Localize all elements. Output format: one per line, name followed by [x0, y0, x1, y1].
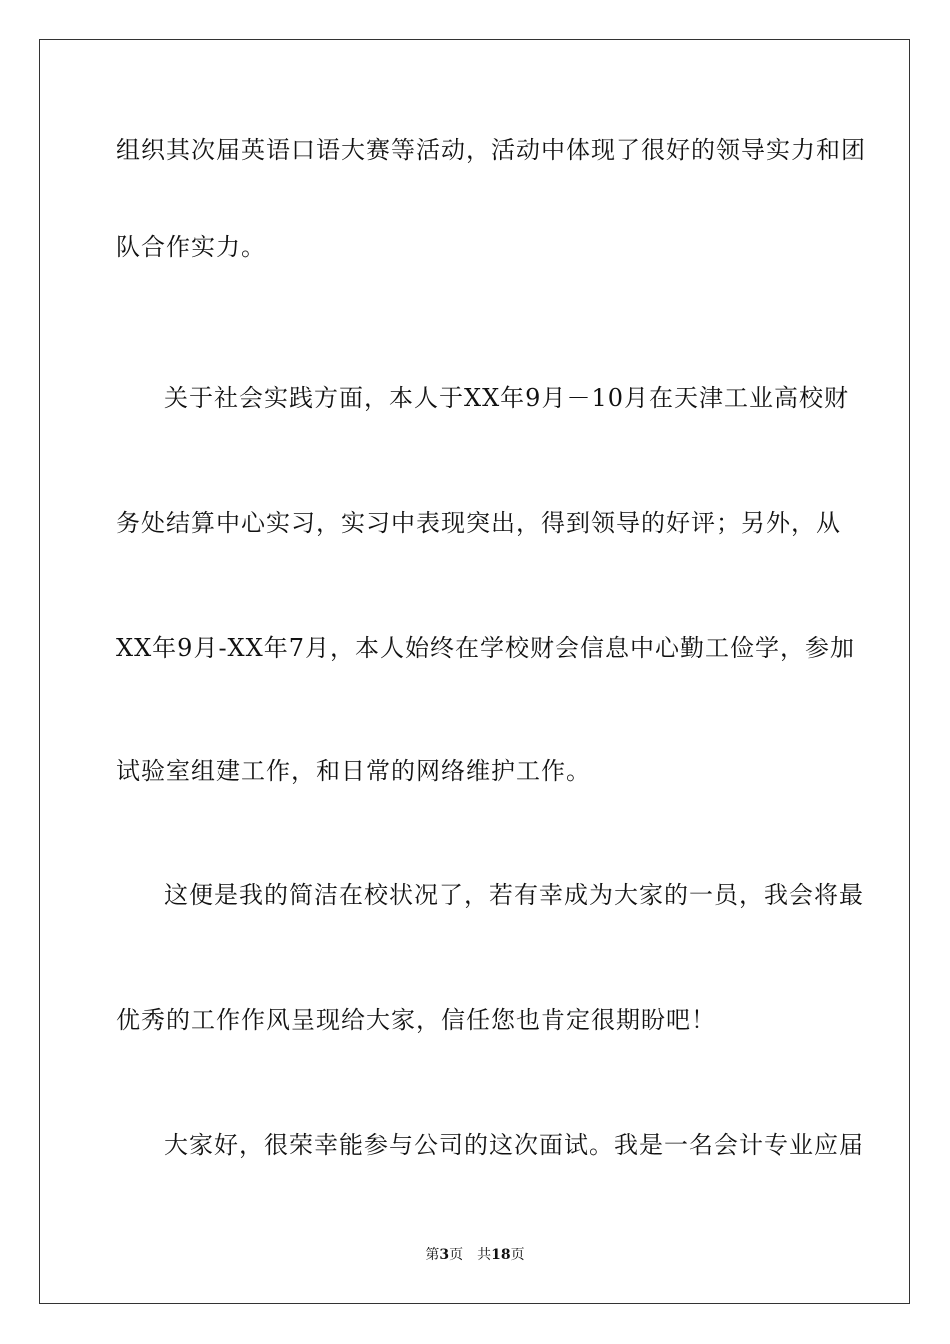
footer-total-number: 18: [491, 1247, 511, 1263]
body-line-2: 队合作实力。: [116, 233, 266, 261]
body-line-7: 这便是我的简洁在校状况了，若有幸成为大家的一员，我会将最: [164, 881, 864, 909]
body-line-4: 务处结算中心实习，实习中表现突出，得到领导的好评；另外，从: [116, 509, 841, 537]
footer-total-suffix: 页: [510, 1247, 525, 1263]
body-line-3: 关于社会实践方面，本人于XX年9月－10月在天津工业高校财: [164, 384, 849, 412]
page-footer: [0, 1246, 950, 1264]
body-line-6: 试验室组建工作，和日常的网络维护工作。: [116, 757, 591, 785]
page-border: [39, 39, 910, 1304]
footer-page-prefix: 第: [425, 1247, 440, 1263]
footer-page-number: 3: [439, 1247, 450, 1263]
body-line-5: XX年9月-XX年7月，本人始终在学校财会信息中心勤工俭学，参加: [116, 634, 855, 662]
body-line-9: 大家好，很荣幸能参与公司的这次面试。我是一名会计专业应届: [164, 1131, 864, 1159]
body-line-8: 优秀的工作作风呈现给大家，信任您也肯定很期盼吧！: [116, 1006, 716, 1034]
footer-total-prefix: 共: [477, 1247, 492, 1263]
footer-page-suffix: 页: [449, 1247, 464, 1263]
body-line-1: 组织其次届英语口语大赛等活动，活动中体现了很好的领导实力和团: [116, 136, 866, 164]
